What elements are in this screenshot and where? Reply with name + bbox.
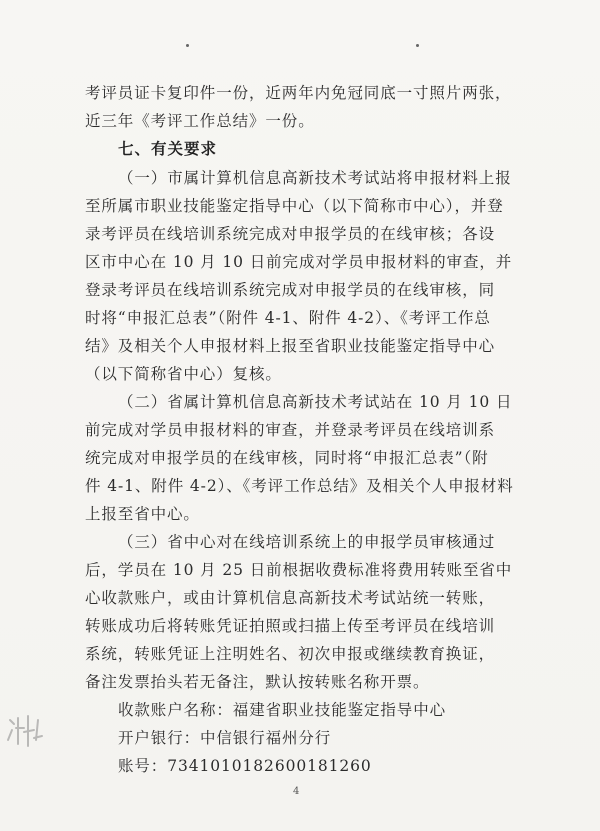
text-line: 时将“申报汇总表”（附件 4-1、附件 4-2）、《考评工作总 [85, 309, 491, 327]
scan-speck [186, 44, 189, 47]
text-line: 上报至省中心。 [85, 505, 200, 523]
margin-handwriting-mark [4, 710, 48, 750]
text-line: 统完成对申报学员的在线审核，同时将“申报汇总表”（附 [85, 449, 489, 467]
text-line: 前完成对学员申报材料的审查，并登录考评员在线培训系 [85, 421, 496, 439]
text-line: 开户银行：中信银行福州分行 [118, 729, 332, 747]
text-line: （以下简称省中心）复核。 [85, 365, 282, 383]
text-line: 系统，转账凭证上注明姓名、初次申报或继续教育换证， [85, 645, 496, 663]
text-line: 区市中心在 10 月 10 日前完成对学员申报材料的审查，并 [85, 253, 513, 271]
text-line: （三）省中心对在线培训系统上的申报学员审核通过 [118, 533, 496, 551]
text-line: 考评员证卡复印件一份，近两年内免冠同底一寸照片两张， [85, 84, 512, 102]
section-heading: 七、有关要求 [118, 140, 218, 158]
text-line: 账号：7341010182600181260 [118, 757, 372, 775]
text-line: 录考评员在线培训系统完成对申报学员的在线审核；各设 [85, 225, 496, 243]
text-line: 收款账户名称：福建省职业技能鉴定指导中心 [118, 701, 447, 719]
scan-speck [416, 44, 419, 47]
text-line: 转账成功后将转账凭证拍照或扫描上传至考评员在线培训 [85, 617, 496, 635]
text-line: 结》及相关个人申报材料上报至省职业技能鉴定指导中心 [85, 337, 496, 355]
text-line: （二）省属计算机信息高新技术考试站在 10 月 10 日 [118, 393, 513, 411]
text-line: 备注发票抬头若无备注，默认按转账名称开票。 [85, 673, 430, 691]
text-line: （一）市属计算机信息高新技术考试站将申报材料上报 [118, 169, 512, 187]
page-number: 4 [293, 786, 300, 797]
text-line: 登录考评员在线培训系统完成对申报学员的在线审核，同 [85, 281, 496, 299]
text-line: 至所属市职业技能鉴定指导中心（以下简称市中心），并登 [85, 197, 504, 215]
text-line: 近三年《考评工作总结》一份。 [85, 112, 315, 130]
text-line: 心收款账户，或由计算机信息高新技术考试站统一转账， [85, 589, 496, 607]
text-line: 后，学员在 10 月 25 日前根据收费标准将费用转账至省中 [85, 561, 513, 579]
text-line: 件 4-1、附件 4-2）、《考评工作总结》及相关个人申报材料 [85, 477, 514, 495]
